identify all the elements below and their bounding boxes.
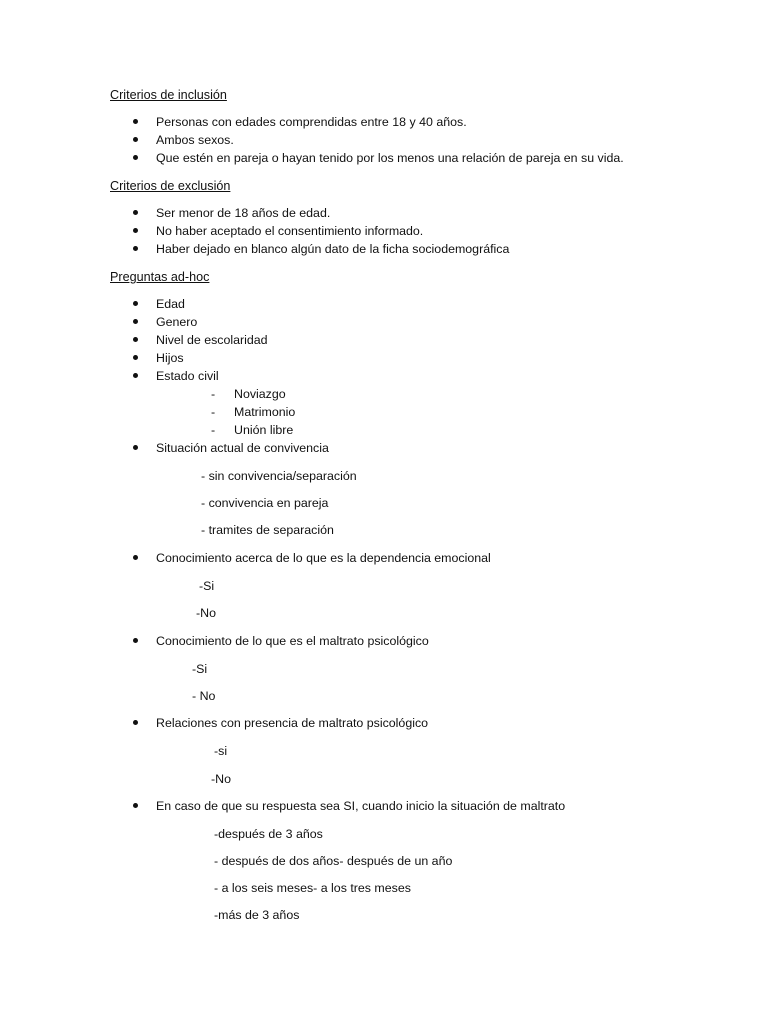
bullet-icon	[133, 720, 138, 725]
bullet-icon	[133, 355, 138, 360]
inicio-maltrato-option: -después de 3 años	[214, 827, 323, 841]
estado-civil-option: Unión libre	[234, 423, 294, 437]
bullet-icon	[133, 155, 138, 160]
dash-marker: -	[211, 387, 216, 401]
dash-marker: -	[211, 423, 216, 437]
bullet-icon	[133, 210, 138, 215]
bullet-icon	[133, 555, 138, 560]
estado-civil-option: Matrimonio	[234, 405, 296, 419]
adhoc-item-escolaridad: Nivel de escolaridad	[156, 333, 268, 347]
adhoc-heading: Preguntas ad-hoc	[110, 270, 210, 284]
maltrato-conocimiento-option: -Si	[192, 662, 208, 676]
dash-marker: -	[211, 405, 216, 419]
maltrato-conocimiento-question: Conocimiento de lo que es el maltrato psicológico	[156, 634, 429, 648]
bullet-icon	[133, 638, 138, 643]
convivencia-option: - sin convivencia/separación	[201, 469, 357, 483]
exclusion-heading: Criterios de exclusión	[110, 179, 231, 193]
inclusion-item: Ambos sexos.	[156, 133, 234, 147]
bullet-icon	[133, 137, 138, 142]
bullet-icon	[133, 803, 138, 808]
maltrato-presencia-option: -No	[211, 772, 231, 786]
inicio-maltrato-question: En caso de que su respuesta sea SI, cuando inicio la situación de maltrato	[156, 799, 566, 813]
bullet-icon	[133, 246, 138, 251]
adhoc-item-edad: Edad	[156, 297, 185, 311]
dependencia-option: -No	[196, 606, 216, 620]
exclusion-item: Ser menor de 18 años de edad.	[156, 206, 331, 220]
exclusion-item: Haber dejado en blanco algún dato de la ficha sociodemográfica	[156, 242, 510, 256]
bullet-icon	[133, 301, 138, 306]
adhoc-item-genero: Genero	[156, 315, 198, 329]
inicio-maltrato-option: -más de 3 años	[214, 908, 300, 922]
dependencia-question: Conocimiento acerca de lo que es la dependencia emocional	[156, 551, 491, 565]
maltrato-conocimiento-option: - No	[192, 689, 216, 703]
inclusion-item: Que estén en pareja o hayan tenido por los menos una relación de pareja en su vida.	[156, 151, 624, 165]
dependencia-option: -Si	[199, 579, 215, 593]
adhoc-item-estado-civil: Estado civil	[156, 369, 219, 383]
bullet-icon	[133, 337, 138, 342]
bullet-icon	[133, 445, 138, 450]
maltrato-presencia-question: Relaciones con presencia de maltrato psicológico	[156, 716, 429, 730]
convivencia-question: Situación actual de convivencia	[156, 441, 329, 455]
estado-civil-option: Noviazgo	[234, 387, 286, 401]
bullet-icon	[133, 319, 138, 324]
convivencia-option: - tramites de separación	[201, 523, 334, 537]
inicio-maltrato-option: - después de dos años- después de un año	[214, 854, 453, 868]
bullet-icon	[133, 373, 138, 378]
bullet-icon	[133, 119, 138, 124]
bullet-icon	[133, 228, 138, 233]
exclusion-item: No haber aceptado el consentimiento informado.	[156, 224, 424, 238]
inclusion-item: Personas con edades comprendidas entre 18 y 40 años.	[156, 115, 467, 129]
adhoc-item-hijos: Hijos	[156, 351, 184, 365]
inicio-maltrato-option: - a los seis meses- a los tres meses	[214, 881, 411, 895]
maltrato-presencia-option: -si	[214, 744, 228, 758]
inclusion-heading: Criterios de inclusión	[110, 88, 227, 102]
convivencia-option: - convivencia en pareja	[201, 496, 329, 510]
